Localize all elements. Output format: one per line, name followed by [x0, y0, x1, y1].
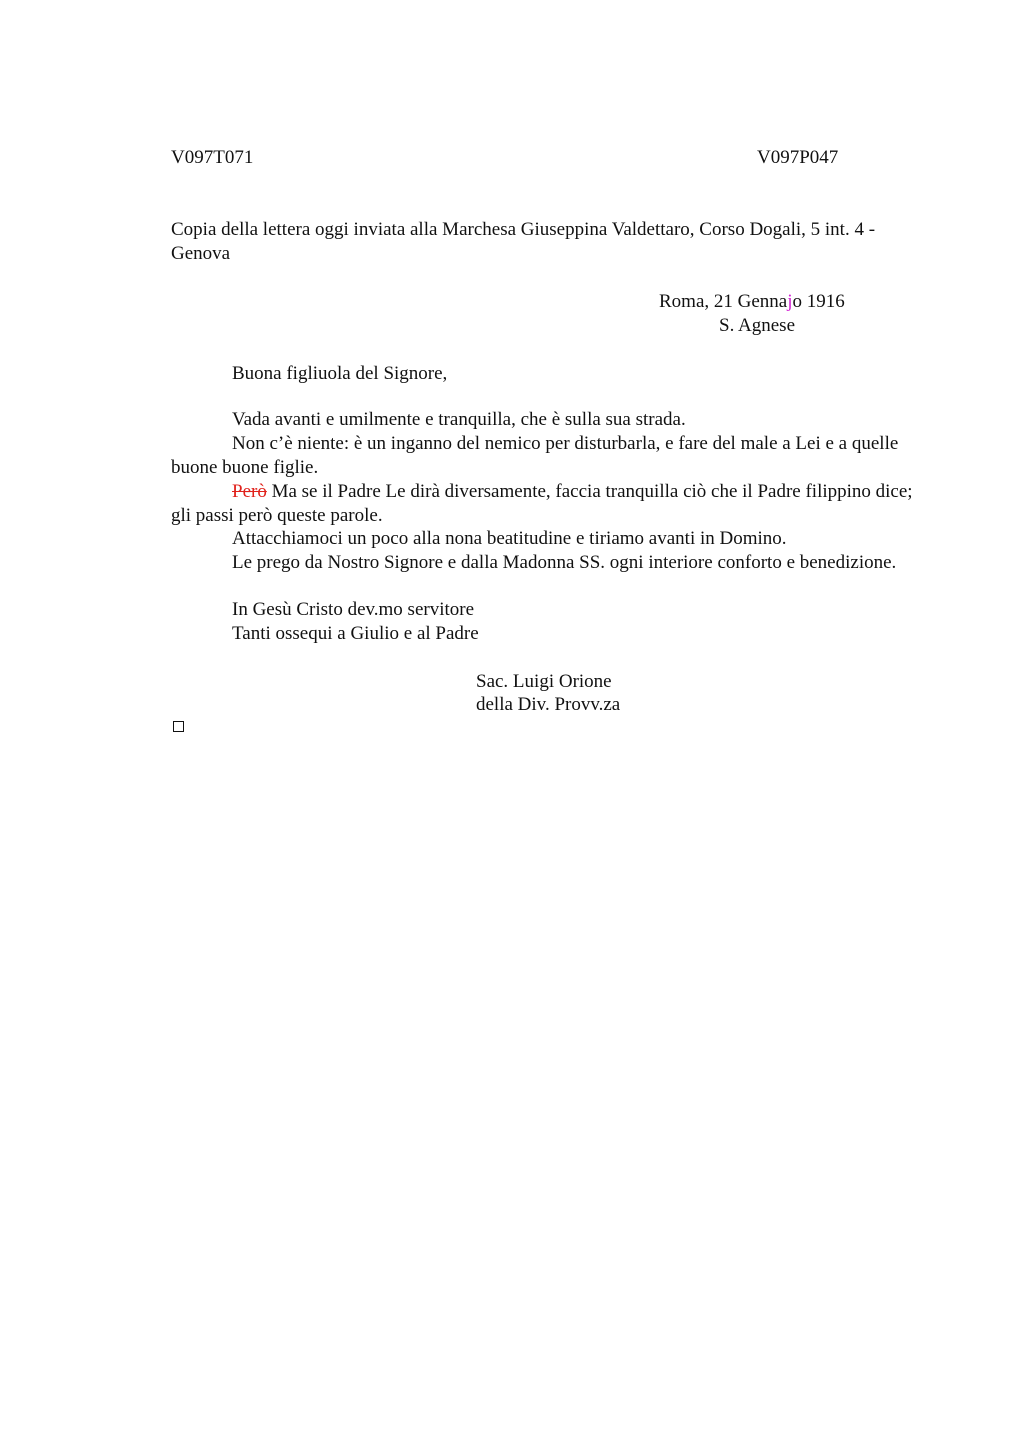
body-paragraph-1: Vada avanti e umilmente e tranquilla, che è sulla sua strada. — [232, 409, 686, 430]
date-prefix: Roma, 21 Genna — [659, 291, 788, 312]
body-paragraph-5: Le prego da Nostro Signore e dalla Madonna SS. ogni interiore conforto e benedizione. — [232, 552, 897, 573]
date-suffix: o 1916 — [792, 291, 845, 312]
dateline-date — [659, 290, 845, 314]
dateline-place: S. Agnese — [719, 315, 795, 336]
body-paragraph-4: Attacchiamoci un poco alla nona beatitudine e tiriamo avanti in Domino. — [232, 528, 787, 549]
body-paragraph-2: Non c’è niente: è un inganno del nemico per disturbarla, e fare del male a Lei e a quelle buone buone figlie. — [171, 433, 899, 478]
body-paragraph-7: Tanti ossequi a Giulio e al Padre — [232, 623, 479, 644]
intro-note: Copia della lettera oggi inviata alla Marchesa Giuseppina Valdettaro, Corso Dogali, 5 int. 4 - Genova — [171, 219, 876, 264]
body-paragraph-3-text: Ma se il Padre Le dirà diversamente, faccia tranquilla ciò che il Padre filippino dice; gli passi però queste parole. — [171, 481, 913, 526]
deleted-word: Però — [232, 481, 267, 502]
salutation: Buona figliuola del Signore, — [232, 363, 448, 384]
checkbox-icon — [173, 721, 184, 732]
signature-name: Sac. Luigi Orione — [476, 671, 612, 692]
date-inserted-letter: j — [787, 291, 793, 312]
signature-title: della Div. Provv.za — [476, 694, 621, 715]
document-code-right: V097P047 — [757, 147, 839, 168]
document-code-left: V097T071 — [171, 147, 254, 168]
body-paragraph-3 — [171, 480, 931, 528]
body-paragraph-6: In Gesù Cristo dev.mo servitore — [232, 599, 475, 620]
